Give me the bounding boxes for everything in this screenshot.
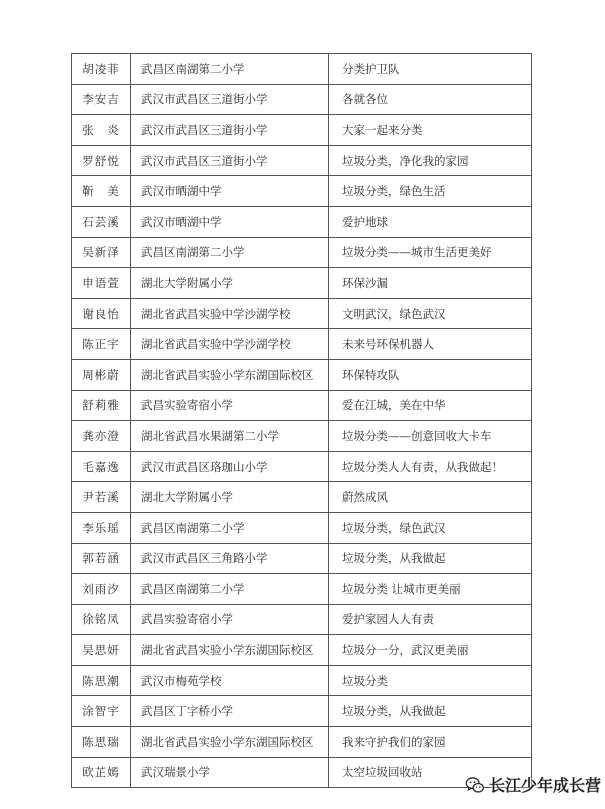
school-cell: 武昌区南湖第二小学: [131, 574, 329, 605]
student-name-cell: 石芸溪: [72, 206, 131, 237]
school-cell: 武汉市武昌区三道街小学: [131, 84, 329, 115]
artwork-title-cell: 爱护家园人人有责: [329, 604, 532, 635]
student-name-cell: 涂智宇: [72, 696, 131, 727]
artwork-title-cell: 各就各位: [329, 84, 532, 115]
watermark-text: 长江少年成长营: [488, 776, 601, 795]
table-row: [72, 206, 532, 237]
table-row: [72, 359, 532, 390]
student-name-cell: 舒莉雅: [72, 390, 131, 421]
student-name-cell: 徐铭凤: [72, 604, 131, 635]
artwork-title-cell: 垃圾分类——创意回收大卡车: [329, 421, 532, 452]
student-name-cell: 申语萱: [72, 268, 131, 299]
table-row: [72, 482, 532, 513]
artwork-title-cell: 垃圾分类 让城市更美丽: [329, 574, 532, 605]
artwork-title-cell: 未来号环保机器人: [329, 329, 532, 360]
table-row: [72, 574, 532, 605]
school-cell: 武昌区南湖第二小学: [131, 512, 329, 543]
table-row: [72, 176, 532, 207]
table-row: [72, 421, 532, 452]
artwork-title-cell: 爱护地球: [329, 206, 532, 237]
artwork-title-cell: 垃圾分类，绿色武汉: [329, 512, 532, 543]
student-name-cell: 周彬蔚: [72, 359, 131, 390]
artwork-title-cell: 垃圾分类人人有责，从我做起！: [329, 451, 532, 482]
artwork-title-cell: 垃圾分类，从我做起: [329, 696, 532, 727]
student-name-cell: 陈思瑞: [72, 727, 131, 758]
table-row: [72, 696, 532, 727]
school-cell: 湖北省武昌实验中学沙湖学校: [131, 298, 329, 329]
table-row: [72, 84, 532, 115]
school-cell: 武昌实验寄宿小学: [131, 390, 329, 421]
table-row: [72, 54, 532, 85]
student-name-cell: 龚亦澄: [72, 421, 131, 452]
table-row: [72, 145, 532, 176]
school-cell: 湖北大学附属小学: [131, 268, 329, 299]
artwork-title-cell: 垃圾分类，从我做起: [329, 543, 532, 574]
student-name-cell: 尹若溪: [72, 482, 131, 513]
student-name-cell: 郭若涵: [72, 543, 131, 574]
table-row: [72, 298, 532, 329]
table-row: [72, 757, 532, 788]
artwork-title-cell: 爱在江城，美在中华: [329, 390, 532, 421]
student-name-cell: 靳 美: [72, 176, 131, 207]
table-row: [72, 543, 532, 574]
student-name-cell: 张 炎: [72, 115, 131, 146]
table-row: [72, 329, 532, 360]
school-cell: 武昌实验寄宿小学: [131, 604, 329, 635]
roster-table: [71, 53, 532, 788]
student-name-cell: 欧芷嫣: [72, 757, 131, 788]
school-cell: 武汉市武昌区三角路小学: [131, 543, 329, 574]
artwork-title-cell: 垃圾分类——城市生活更美好: [329, 237, 532, 268]
artwork-title-cell: 分类护卫队: [329, 54, 532, 85]
artwork-title-cell: 太空垃圾回收站: [329, 757, 532, 788]
school-cell: 湖北省武昌水果湖第二小学: [131, 421, 329, 452]
school-cell: 武昌区南湖第二小学: [131, 237, 329, 268]
school-cell: 武汉市武昌区三道街小学: [131, 115, 329, 146]
school-cell: 湖北省武昌实验小学东湖国际校区: [131, 635, 329, 666]
table-row: [72, 237, 532, 268]
student-name-cell: 胡凌菲: [72, 54, 131, 85]
student-name-cell: 吴思妍: [72, 635, 131, 666]
artwork-title-cell: 垃圾分类，净化我的家园: [329, 145, 532, 176]
school-cell: 湖北大学附属小学: [131, 482, 329, 513]
artwork-title-cell: 我来守护我们的家园: [329, 727, 532, 758]
student-name-cell: 李安吉: [72, 84, 131, 115]
artwork-title-cell: 大家一起来分类: [329, 115, 532, 146]
roster-table-body: [72, 54, 532, 788]
artwork-title-cell: 垃圾分类: [329, 665, 532, 696]
student-name-cell: 陈思潮: [72, 665, 131, 696]
artwork-title-cell: 环保特攻队: [329, 359, 532, 390]
school-cell: 武昌区丁字桥小学: [131, 696, 329, 727]
student-name-cell: 刘雨汐: [72, 574, 131, 605]
school-cell: 湖北省武昌实验中学沙湖学校: [131, 329, 329, 360]
artwork-title-cell: 垃圾分类，绿色生活: [329, 176, 532, 207]
student-name-cell: 吴新泽: [72, 237, 131, 268]
school-cell: 武汉市武昌区珞珈山小学: [131, 451, 329, 482]
student-name-cell: 谢良怡: [72, 298, 131, 329]
table-row: [72, 727, 532, 758]
table-row: [72, 268, 532, 299]
school-cell: 湖北省武昌实验小学东湖国际校区: [131, 359, 329, 390]
school-cell: 武汉市晒湖中学: [131, 206, 329, 237]
school-cell: 武汉市晒湖中学: [131, 176, 329, 207]
school-cell: 武汉瑞景小学: [131, 757, 329, 788]
artwork-title-cell: 垃圾分一分，武汉更美丽: [329, 635, 532, 666]
table-row: [72, 635, 532, 666]
wechat-icon: [464, 774, 486, 796]
table-row: [72, 115, 532, 146]
table-row: [72, 512, 532, 543]
table-row: [72, 390, 532, 421]
artwork-title-cell: 文明武汉，绿色武汉: [329, 298, 532, 329]
school-cell: 武汉市武昌区三道街小学: [131, 145, 329, 176]
table-row: [72, 665, 532, 696]
artwork-title-cell: 蔚然成风: [329, 482, 532, 513]
student-name-cell: 李乐瑶: [72, 512, 131, 543]
student-name-cell: 陈正宇: [72, 329, 131, 360]
school-cell: 武汉市梅苑学校: [131, 665, 329, 696]
student-name-cell: 毛嘉逸: [72, 451, 131, 482]
table-row: [72, 604, 532, 635]
table-row: [72, 451, 532, 482]
student-name-cell: 罗舒悦: [72, 145, 131, 176]
watermark: [464, 773, 601, 796]
school-cell: 湖北省武昌实验小学东湖国际校区: [131, 727, 329, 758]
school-cell: 武昌区南湖第二小学: [131, 54, 329, 85]
artwork-title-cell: 环保沙漏: [329, 268, 532, 299]
